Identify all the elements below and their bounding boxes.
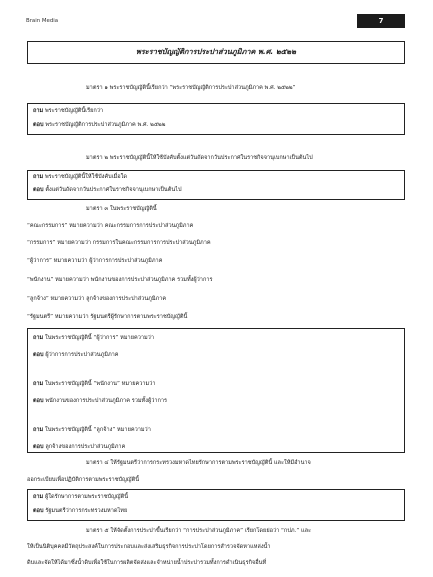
definition-item: “รัฐมนตรี” หมายความว่า รัฐมนตรีผู้รักษาการตามพระราชบัญญัตินี้ xyxy=(27,314,188,320)
qa-box-4 xyxy=(27,489,405,521)
qa-box-3 xyxy=(27,328,405,453)
answer-text: ลูกจ้างของการประปาส่วนภูมิภาค xyxy=(45,443,126,450)
answer-label: ตอบ xyxy=(33,351,44,358)
qa-box-1 xyxy=(27,103,405,135)
definition-item: “คณะกรรมการ” หมายความว่า คณะกรรมการการประปาส่วนภูมิภาค xyxy=(27,223,194,229)
answer-text: พนักงานของการประปาส่วนภูมิภาค รวมทั้งผู้ว่าการ xyxy=(45,398,168,405)
definition-item: “พนักงาน” หมายความว่า พนักงานของการประปาส่วนภูมิภาค รวมทั้งผู้ว่าการ xyxy=(27,277,213,283)
answer-label: ตอบ xyxy=(33,443,44,450)
section-5-line-2: ให้เป็นนิติบุคคลมีวัตถุประสงค์ในการประกอบและส่งเสริมธุรกิจการประปาโดยการสำรวจจัดหาแหล่งน้ำ xyxy=(27,544,271,550)
question-text: พระราชบัญญัตินี้ให้ใช้บังคับเมื่อใด xyxy=(45,174,128,180)
section-1: มาตรา ๑ พระราชบัญญัตินี้เรียกว่า “พระราชบัญญัติการประปาส่วนภูมิภาค พ.ศ. ๒๕๒๒” xyxy=(86,85,296,91)
definition-item: “ลูกจ้าง” หมายความว่า ลูกจ้างของการประปาส่วนภูมิภาค xyxy=(27,296,167,302)
section-2: มาตรา ๒ พระราชบัญญัตินี้ให้ใช้บังคับตั้งแต่วันถัดจากวันประกาศในราชกิจจานุเบกษาเป็นต้นไป xyxy=(86,155,313,161)
document-title: พระราชบัญญัติการประปาส่วนภูมิภาค พ.ศ. ๒๕๒๒ xyxy=(27,41,405,64)
definition-item: “กรรมการ” หมายความว่า กรรมการในคณะกรรมการการประปาส่วนภูมิภาค xyxy=(27,240,211,246)
answer-label: ตอบ xyxy=(33,507,44,514)
answer-text: ผู้ว่าการการประปาส่วนภูมิภาค xyxy=(45,351,119,358)
question-label: ถาม xyxy=(33,494,44,500)
question-text: พระราชบัญญัตินี้เรียกว่า xyxy=(45,108,104,114)
question-label: ถาม xyxy=(33,335,44,341)
definition-item: “ผู้ว่าการ” หมายความว่า ผู้ว่าการการประปาส่วนภูมิภาค xyxy=(27,258,163,264)
question-label: ถาม xyxy=(33,426,44,433)
section-3: มาตรา ๓ ในพระราชบัญญัตินี้ xyxy=(86,206,157,212)
answer-label: ตอบ xyxy=(33,398,44,405)
question-label: ถาม xyxy=(33,381,44,388)
question-label: ถาม xyxy=(33,174,44,180)
question-text: ผู้ใดรักษาการตามพระราชบัญญัตินี้ xyxy=(45,494,129,500)
answer-label: ตอบ xyxy=(33,186,44,193)
answer-label: ตอบ xyxy=(33,121,44,128)
question-label: ถาม xyxy=(33,108,44,114)
question-text: ในพระราชบัญญัตินี้ “ผู้ว่าการ” หมายความว่า xyxy=(45,335,154,341)
brand-label: Brain Media xyxy=(26,18,59,24)
answer-text: ตั้งแต่วันถัดจากวันประกาศในราชกิจจานุเบกษาเป็นต้นไป xyxy=(45,186,182,193)
section-4-line-1: มาตรา ๔ ให้รัฐมนตรีว่าการกระทรวงมหาดไทยรักษาการตามพระราชบัญญัตินี้ และให้มีอำนาจ xyxy=(86,460,311,466)
answer-text: รัฐมนตรีว่าการกระทรวงมหาดไทย xyxy=(45,507,128,514)
question-text: ในพระราชบัญญัตินี้ “พนักงาน” หมายความว่า xyxy=(45,381,156,388)
section-5-line-3: ดิบและจัดให้ได้มาซึ่งน้ำดิบเพื่อใช้ในการผลิตจัดส่งและจำหน่ายน้ำประปารวมทั้งการดำเนินธุรกิจอื่นที่ xyxy=(27,560,267,566)
answer-text: พระราชบัญญัติการประปาส่วนภูมิภาค พ.ศ. ๒๕๒๒ xyxy=(45,121,166,128)
page-number: 7 xyxy=(357,14,405,28)
question-text: ในพระราชบัญญัตินี้ “ลูกจ้าง” หมายความว่า xyxy=(45,426,151,433)
qa-box-2 xyxy=(27,170,405,200)
section-4-line-2: ออกระเบียบเพื่อปฏิบัติการตามพระราชบัญญัตินี้ xyxy=(27,477,140,483)
section-5-line-1: มาตรา ๕ ให้จัดตั้งการประปาขึ้นเรียกว่า “การประปาส่วนภูมิภาค” เรียกโดยย่อว่า “กปภ.” และ xyxy=(86,528,312,534)
